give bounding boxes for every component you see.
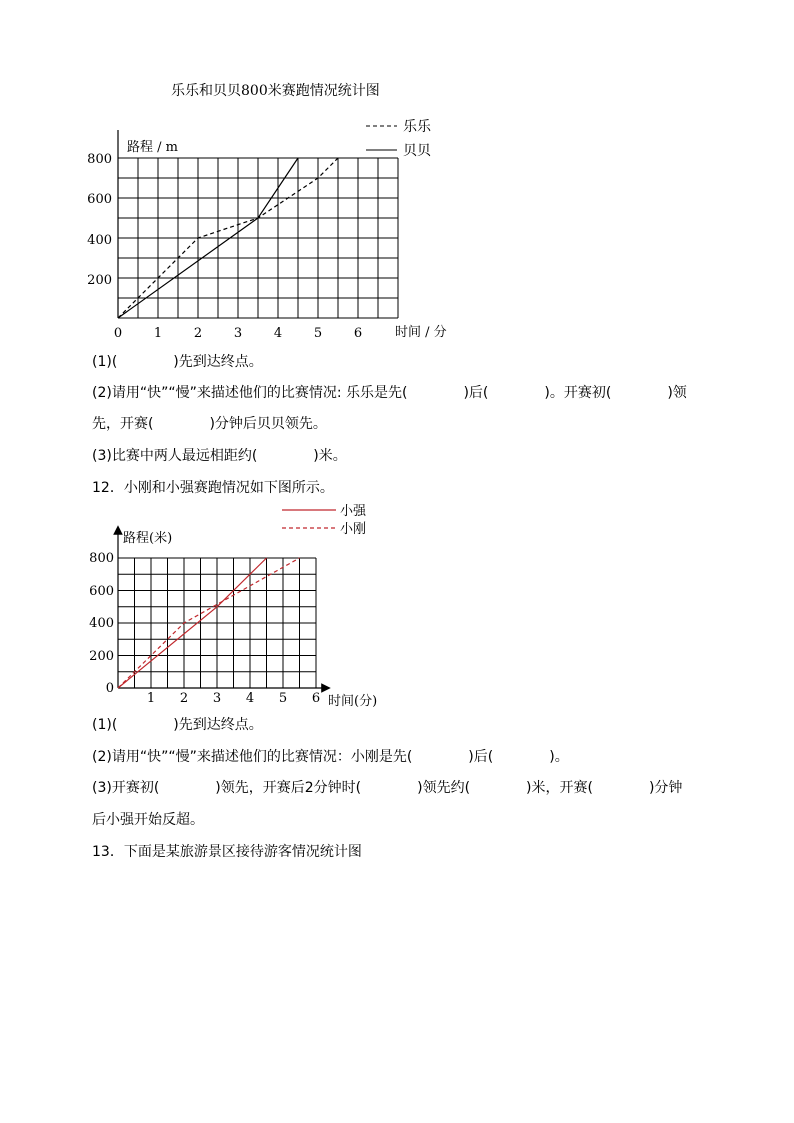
chart2-x-tick-4: 4 bbox=[245, 691, 255, 706]
chart2-x-axis-label: 时间(分) bbox=[328, 694, 378, 709]
chart1-x-axis-label: 时间 / 分 bbox=[395, 325, 447, 340]
chart2-y-axis-label: 路程(米) bbox=[123, 531, 173, 546]
q13-title: 13．下面是某旅游景区接待游客情况统计图 bbox=[92, 844, 362, 860]
chart1-x-tick-4: 4 bbox=[273, 326, 283, 341]
q12-part3-line2: 后小强开始反超。 bbox=[92, 812, 204, 828]
q12-title: 12．小刚和小强赛跑情况如下图所示。 bbox=[92, 480, 334, 496]
chart1-y-tick-400: 400 bbox=[87, 233, 112, 248]
chart2-x-tick-2: 2 bbox=[179, 691, 189, 706]
chart2-y-tick-200: 200 bbox=[89, 649, 114, 664]
chart1-x-tick-0: 0 bbox=[113, 326, 123, 341]
q11-part2-line2: 先，开赛( )分钟后贝贝领先。 bbox=[92, 416, 327, 432]
chart2-y-tick-800: 800 bbox=[89, 551, 114, 566]
legend2-label-xiaogang: 小刚 bbox=[340, 522, 367, 537]
chart2-y-tick-0: 0 bbox=[105, 681, 114, 696]
chart1-x-tick-1: 1 bbox=[153, 326, 163, 341]
q11-part2-line1: (2)请用“快”“慢”来描述他们的比赛情况: 乐乐是先( )后( )。开赛初( )领 bbox=[92, 385, 687, 401]
chart1-x-tick-3: 3 bbox=[233, 326, 243, 341]
chart1-y-tick-200: 200 bbox=[87, 273, 112, 288]
chart2-x-tick-6: 6 bbox=[311, 691, 321, 706]
chart2-y-tick-600: 600 bbox=[89, 584, 114, 599]
q12-part3-line1: (3)开赛初( )领先，开赛后2分钟时( )领先约( )米，开赛( )分钟 bbox=[92, 780, 683, 796]
chart1-y-axis-label: 路程 / m bbox=[127, 140, 178, 155]
chart1-title: 乐乐和贝贝800米赛跑情况统计图 bbox=[171, 83, 380, 99]
q12-part2: (2)请用“快”“慢”来描述他们的比赛情况：小刚是先( )后( )。 bbox=[92, 749, 569, 765]
legend2-label-xiaoqiang: 小强 bbox=[340, 504, 367, 519]
chart2-x-tick-3: 3 bbox=[212, 691, 222, 706]
chart2-y-tick-400: 400 bbox=[89, 616, 114, 631]
chart2 bbox=[0, 500, 794, 710]
chart1-y-tick-600: 600 bbox=[87, 192, 112, 207]
q11-part3: (3)比赛中两人最远相距约( )米。 bbox=[92, 448, 347, 464]
chart1-x-tick-5: 5 bbox=[313, 326, 323, 341]
chart1-x-tick-2: 2 bbox=[193, 326, 203, 341]
chart1-x-tick-6: 6 bbox=[353, 326, 363, 341]
legend1-label-beibei: 贝贝 bbox=[403, 143, 431, 159]
chart2-x-tick-1: 1 bbox=[146, 691, 156, 706]
chart2-x-tick-5: 5 bbox=[278, 691, 288, 706]
chart1 bbox=[0, 0, 794, 345]
q11-part1: (1)( )先到达终点。 bbox=[92, 354, 263, 370]
legend1-label-lele: 乐乐 bbox=[403, 119, 431, 135]
chart1-y-tick-800: 800 bbox=[87, 152, 112, 167]
q12-part1: (1)( )先到达终点。 bbox=[92, 717, 263, 733]
